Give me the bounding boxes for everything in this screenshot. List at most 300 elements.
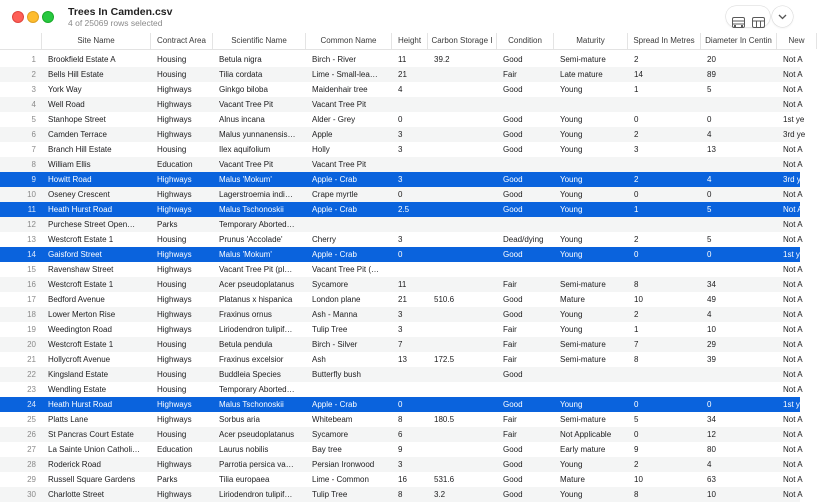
cell-carbon-storage[interactable]: 172.5	[434, 355, 455, 364]
cell-diameter[interactable]: 5	[707, 235, 712, 244]
cell-diameter[interactable]: 0	[707, 250, 712, 259]
cell-site-name[interactable]: Russell Square Gardens	[48, 475, 136, 484]
cell-new[interactable]: Not A	[783, 55, 803, 64]
cell-contract-area[interactable]: Highways	[157, 250, 192, 259]
cell-scientific-name[interactable]: Vacant Tree Pit	[219, 100, 274, 109]
table-row[interactable]	[0, 67, 803, 82]
cell-spread[interactable]: 0	[634, 190, 639, 199]
cell-spread[interactable]: 0	[634, 250, 639, 259]
cell-condition[interactable]	[497, 157, 554, 172]
cell-row-number[interactable]: 11	[27, 205, 36, 214]
table-row[interactable]	[0, 397, 805, 412]
cell-carbon-storage[interactable]	[428, 262, 497, 277]
cell-carbon-storage[interactable]	[428, 382, 497, 397]
cell-maturity[interactable]: Mature	[560, 475, 585, 484]
table-row[interactable]	[0, 427, 803, 442]
cell-condition[interactable]	[497, 217, 554, 232]
cell-diameter[interactable]	[701, 97, 777, 112]
cell-maturity[interactable]: Not Applicable	[560, 430, 612, 439]
cell-carbon-storage[interactable]	[428, 337, 497, 352]
cell-carbon-storage[interactable]	[428, 232, 497, 247]
cell-site-name[interactable]: Bells Hill Estate	[48, 70, 104, 79]
cell-maturity[interactable]	[554, 262, 628, 277]
cell-diameter[interactable]: 89	[707, 70, 716, 79]
cell-new[interactable]: Not A	[783, 205, 803, 214]
cell-new[interactable]: Not A	[783, 295, 803, 304]
cell-height[interactable]: 3	[398, 235, 403, 244]
cell-spread[interactable]: 1	[634, 85, 639, 94]
cell-scientific-name[interactable]: Sorbus aria	[219, 415, 260, 424]
cell-spread[interactable]	[628, 382, 701, 397]
table-row[interactable]	[0, 457, 803, 472]
cell-carbon-storage[interactable]	[428, 127, 497, 142]
cell-scientific-name[interactable]: Buddleia Species	[219, 370, 281, 379]
cell-scientific-name[interactable]: Malus Tschonoskii	[219, 205, 284, 214]
cell-contract-area[interactable]: Highways	[157, 205, 192, 214]
cell-new[interactable]: Not A	[783, 370, 803, 379]
cell-row-number[interactable]: 20	[27, 340, 36, 349]
cell-diameter[interactable]: 12	[707, 430, 716, 439]
cell-scientific-name[interactable]: Malus 'Mokum'	[219, 250, 272, 259]
column-header-scientific-name[interactable]: Scientific Name	[213, 33, 306, 49]
cell-scientific-name[interactable]: Acer pseudoplatanus	[219, 430, 295, 439]
cell-scientific-name[interactable]: Fraxinus excelsior	[219, 355, 284, 364]
cell-row-number[interactable]: 30	[27, 490, 36, 499]
cell-scientific-name[interactable]: Alnus incana	[219, 115, 265, 124]
cell-row-number[interactable]: 7	[31, 145, 36, 154]
cell-new[interactable]: 1st ye	[783, 115, 805, 124]
cell-height[interactable]: 21	[398, 70, 407, 79]
cell-new[interactable]: Not A	[783, 220, 803, 229]
cell-diameter[interactable]: 4	[707, 460, 712, 469]
cell-spread[interactable]: 9	[634, 445, 639, 454]
cell-common-name[interactable]: Lime - Common	[312, 475, 369, 484]
cell-row-number[interactable]: 15	[27, 265, 36, 274]
cell-contract-area[interactable]: Highways	[157, 190, 192, 199]
cell-common-name[interactable]: London plane	[312, 295, 361, 304]
cell-maturity[interactable]: Mature	[560, 295, 585, 304]
cell-new[interactable]: Not A	[783, 340, 803, 349]
cell-spread[interactable]	[628, 217, 701, 232]
table-row[interactable]	[0, 187, 803, 202]
cell-scientific-name[interactable]: Liriodendron tulipif…	[219, 325, 293, 334]
cell-common-name[interactable]	[306, 382, 392, 397]
table-row[interactable]	[0, 157, 803, 172]
cell-spread[interactable]: 0	[634, 400, 639, 409]
zoom-window-button[interactable]	[42, 11, 54, 23]
cell-diameter[interactable]	[701, 382, 777, 397]
table-row[interactable]	[0, 307, 803, 322]
cell-contract-area[interactable]: Education	[157, 445, 193, 454]
table-row[interactable]	[0, 82, 803, 97]
cell-contract-area[interactable]: Parks	[157, 220, 178, 229]
cell-site-name[interactable]: La Sainte Union Catholi…	[48, 445, 141, 454]
cell-maturity[interactable]: Semi-mature	[560, 355, 606, 364]
cell-common-name[interactable]: Apple - Crab	[312, 175, 357, 184]
cell-site-name[interactable]: Roderick Road	[48, 460, 101, 469]
table-row[interactable]	[0, 217, 803, 232]
cell-condition[interactable]: Good	[503, 445, 523, 454]
cell-maturity[interactable]	[554, 157, 628, 172]
cell-diameter[interactable]: 4	[707, 310, 712, 319]
cell-maturity[interactable]: Young	[560, 400, 583, 409]
cell-maturity[interactable]: Early mature	[560, 445, 606, 454]
cell-new[interactable]: Not A	[783, 235, 803, 244]
cell-spread[interactable]: 3	[634, 145, 639, 154]
cell-condition[interactable]: Fair	[503, 340, 517, 349]
table-row[interactable]	[0, 232, 803, 247]
table-row[interactable]	[0, 442, 803, 457]
cell-contract-area[interactable]: Highways	[157, 490, 192, 499]
cell-height[interactable]	[392, 367, 428, 382]
cell-maturity[interactable]: Semi-mature	[560, 340, 606, 349]
table-row[interactable]	[0, 337, 803, 352]
cell-common-name[interactable]: Sycamore	[312, 280, 349, 289]
cell-maturity[interactable]	[554, 367, 628, 382]
cell-contract-area[interactable]: Highways	[157, 265, 192, 274]
cell-common-name[interactable]: Bay tree	[312, 445, 342, 454]
cell-carbon-storage[interactable]: 180.5	[434, 415, 455, 424]
cell-height[interactable]	[392, 97, 428, 112]
cell-diameter[interactable]: 34	[707, 415, 716, 424]
cell-row-number[interactable]: 23	[27, 385, 36, 394]
cell-carbon-storage[interactable]: 531.6	[434, 475, 455, 484]
cell-new[interactable]: 3rd ye	[783, 175, 806, 184]
cell-condition[interactable]: Good	[503, 475, 523, 484]
cell-row-number[interactable]: 6	[31, 130, 36, 139]
cell-carbon-storage[interactable]	[428, 142, 497, 157]
cell-height[interactable]: 3	[398, 175, 403, 184]
table-row[interactable]	[0, 277, 803, 292]
cell-contract-area[interactable]: Housing	[157, 280, 187, 289]
cell-common-name[interactable]: Butterfly bush	[312, 370, 361, 379]
cell-carbon-storage[interactable]	[428, 82, 497, 97]
table-row[interactable]	[0, 247, 805, 262]
cell-contract-area[interactable]: Highways	[157, 355, 192, 364]
cell-common-name[interactable]: Vacant Tree Pit	[312, 100, 367, 109]
cell-common-name[interactable]: Apple - Crab	[312, 250, 357, 259]
cell-contract-area[interactable]: Housing	[157, 340, 187, 349]
cell-new[interactable]: Not A	[783, 430, 803, 439]
cell-site-name[interactable]: Heath Hurst Road	[48, 400, 113, 409]
column-header-new[interactable]: New	[777, 33, 817, 49]
cell-common-name[interactable]: Apple - Crab	[312, 205, 357, 214]
cell-row-number[interactable]: 12	[27, 220, 36, 229]
table-row[interactable]	[0, 142, 803, 157]
cell-spread[interactable]: 2	[634, 310, 639, 319]
cell-site-name[interactable]: York Way	[48, 85, 82, 94]
table-row[interactable]	[0, 487, 803, 502]
cell-height[interactable]: 11	[398, 280, 407, 289]
cell-spread[interactable]: 2	[634, 130, 639, 139]
cell-scientific-name[interactable]: Ginkgo biloba	[219, 85, 268, 94]
cell-diameter[interactable]	[701, 217, 777, 232]
cell-carbon-storage[interactable]	[428, 187, 497, 202]
cell-row-number[interactable]: 27	[27, 445, 36, 454]
cell-site-name[interactable]: Westcroft Estate 1	[48, 340, 114, 349]
cell-carbon-storage[interactable]	[428, 97, 497, 112]
cell-spread[interactable]: 8	[634, 280, 639, 289]
column-header-condition[interactable]: Condition	[497, 33, 554, 49]
cell-height[interactable]	[392, 382, 428, 397]
cell-height[interactable]	[392, 262, 428, 277]
cell-contract-area[interactable]: Highways	[157, 295, 192, 304]
cell-height[interactable]: 3	[398, 130, 403, 139]
cell-common-name[interactable]	[306, 217, 392, 232]
cell-carbon-storage[interactable]	[428, 247, 497, 262]
cell-diameter[interactable]: 80	[707, 445, 716, 454]
cell-height[interactable]	[392, 157, 428, 172]
cell-common-name[interactable]: Birch - River	[312, 55, 357, 64]
cell-new[interactable]: 1st ye	[783, 400, 805, 409]
cell-spread[interactable]	[628, 97, 701, 112]
cell-scientific-name[interactable]: Malus 'Mokum'	[219, 175, 272, 184]
cell-condition[interactable]: Dead/dying	[503, 235, 544, 244]
cell-site-name[interactable]: Brookfield Estate A	[48, 55, 116, 64]
cell-height[interactable]: 0	[398, 400, 403, 409]
cell-scientific-name[interactable]: Platanus x hispanica	[219, 295, 293, 304]
cell-diameter[interactable]: 5	[707, 205, 712, 214]
cell-diameter[interactable]: 4	[707, 130, 712, 139]
cell-diameter[interactable]: 4	[707, 175, 712, 184]
cell-common-name[interactable]: Tulip Tree	[312, 490, 348, 499]
cell-new[interactable]: Not A	[783, 310, 803, 319]
table-columns-icon[interactable]	[749, 13, 767, 32]
cell-common-name[interactable]: Sycamore	[312, 430, 349, 439]
cell-scientific-name[interactable]: Betula nigra	[219, 55, 262, 64]
cell-diameter[interactable]: 0	[707, 400, 712, 409]
column-header-diameter[interactable]: Diameter In Centin	[701, 33, 777, 49]
cell-common-name[interactable]: Persian Ironwood	[312, 460, 375, 469]
cell-diameter[interactable]: 29	[707, 340, 716, 349]
cell-site-name[interactable]: Stanhope Street	[48, 115, 106, 124]
cell-diameter[interactable]: 5	[707, 85, 712, 94]
cell-scientific-name[interactable]: Temporary Aborted…	[219, 385, 295, 394]
cell-common-name[interactable]: Maidenhair tree	[312, 85, 368, 94]
cell-carbon-storage[interactable]	[428, 322, 497, 337]
cell-scientific-name[interactable]: Ilex aquifolium	[219, 145, 271, 154]
cell-site-name[interactable]: William Ellis	[48, 160, 91, 169]
cell-site-name[interactable]: Howitt Road	[48, 175, 92, 184]
cell-diameter[interactable]	[701, 262, 777, 277]
cell-contract-area[interactable]: Highways	[157, 100, 192, 109]
cell-condition[interactable]: Fair	[503, 280, 517, 289]
cell-new[interactable]: Not A	[783, 100, 803, 109]
cell-scientific-name[interactable]: Vacant Tree Pit (pl…	[219, 265, 293, 274]
cell-new[interactable]: Not A	[783, 145, 803, 154]
cell-common-name[interactable]: Ash - Manna	[312, 310, 358, 319]
column-header-row-number[interactable]	[0, 33, 42, 49]
cell-scientific-name[interactable]: Laurus nobilis	[219, 445, 269, 454]
cell-height[interactable]: 4	[398, 85, 403, 94]
cell-site-name[interactable]: Wendling Estate	[48, 385, 107, 394]
cell-site-name[interactable]: Platts Lane	[48, 415, 89, 424]
cell-condition[interactable]: Good	[503, 85, 523, 94]
cell-site-name[interactable]: Gaisford Street	[48, 250, 102, 259]
cell-height[interactable]: 21	[398, 295, 407, 304]
cell-row-number[interactable]: 13	[27, 235, 36, 244]
cell-diameter[interactable]: 0	[707, 115, 712, 124]
minimize-window-button[interactable]	[27, 11, 39, 23]
cell-row-number[interactable]: 10	[27, 190, 36, 199]
cell-spread[interactable]: 14	[634, 70, 643, 79]
cell-diameter[interactable]: 0	[707, 190, 712, 199]
cell-condition[interactable]: Good	[503, 295, 523, 304]
cell-common-name[interactable]: Birch - Silver	[312, 340, 358, 349]
cell-condition[interactable]: Fair	[503, 430, 517, 439]
cell-height[interactable]: 3	[398, 145, 403, 154]
cell-height[interactable]: 6	[398, 430, 403, 439]
cell-spread[interactable]: 2	[634, 55, 639, 64]
cell-site-name[interactable]: Westcroft Estate 1	[48, 235, 114, 244]
cell-row-number[interactable]: 8	[31, 160, 36, 169]
cell-height[interactable]: 2.5	[398, 205, 410, 214]
cell-maturity[interactable]: Young	[560, 145, 583, 154]
cell-condition[interactable]: Fair	[503, 355, 517, 364]
cell-spread[interactable]: 8	[634, 490, 639, 499]
cell-site-name[interactable]: Weedington Road	[48, 325, 112, 334]
cell-condition[interactable]: Good	[503, 175, 523, 184]
cell-row-number[interactable]: 9	[31, 175, 36, 184]
cell-carbon-storage[interactable]	[428, 442, 497, 457]
table-rows-icon[interactable]	[729, 13, 747, 32]
cell-height[interactable]: 3	[398, 310, 403, 319]
cell-site-name[interactable]: Branch Hill Estate	[48, 145, 112, 154]
cell-row-number[interactable]: 18	[27, 310, 36, 319]
cell-condition[interactable]	[497, 262, 554, 277]
cell-common-name[interactable]: Vacant Tree Pit	[312, 160, 367, 169]
cell-height[interactable]: 8	[398, 490, 403, 499]
cell-common-name[interactable]: Whitebeam	[312, 415, 353, 424]
cell-row-number[interactable]: 26	[27, 430, 36, 439]
table-row[interactable]	[0, 172, 806, 187]
cell-spread[interactable]: 7	[634, 340, 639, 349]
cell-maturity[interactable]: Young	[560, 85, 583, 94]
cell-height[interactable]: 8	[398, 415, 403, 424]
cell-contract-area[interactable]: Housing	[157, 370, 187, 379]
table-row[interactable]	[0, 382, 803, 397]
cell-carbon-storage[interactable]	[428, 112, 497, 127]
cell-common-name[interactable]: Alder - Grey	[312, 115, 356, 124]
cell-height[interactable]: 13	[398, 355, 407, 364]
cell-row-number[interactable]: 29	[27, 475, 36, 484]
cell-scientific-name[interactable]: Malus yunnanensis…	[219, 130, 296, 139]
cell-spread[interactable]: 2	[634, 460, 639, 469]
cell-spread[interactable]: 10	[634, 295, 643, 304]
cell-spread[interactable]	[628, 157, 701, 172]
cell-condition[interactable]: Good	[503, 310, 523, 319]
cell-contract-area[interactable]: Parks	[157, 475, 178, 484]
cell-spread[interactable]: 5	[634, 415, 639, 424]
cell-condition[interactable]: Good	[503, 460, 523, 469]
cell-row-number[interactable]: 24	[27, 400, 36, 409]
cell-maturity[interactable]: Semi-mature	[560, 415, 606, 424]
cell-site-name[interactable]: Charlotte Street	[48, 490, 105, 499]
column-header-contract-area[interactable]: Contract Area	[151, 33, 213, 49]
cell-common-name[interactable]: Lime - Small-lea…	[312, 70, 378, 79]
cell-contract-area[interactable]: Highways	[157, 310, 192, 319]
cell-row-number[interactable]: 16	[27, 280, 36, 289]
cell-spread[interactable]: 1	[634, 205, 639, 214]
cell-height[interactable]: 3	[398, 325, 403, 334]
cell-spread[interactable]	[628, 262, 701, 277]
cell-new[interactable]: Not A	[783, 265, 803, 274]
cell-height[interactable]: 3	[398, 460, 403, 469]
table-row[interactable]	[0, 292, 803, 307]
cell-condition[interactable]: Good	[503, 400, 523, 409]
cell-maturity[interactable]: Semi-mature	[560, 280, 606, 289]
cell-scientific-name[interactable]: Prunus 'Accolade'	[219, 235, 283, 244]
cell-row-number[interactable]: 21	[27, 355, 36, 364]
cell-height[interactable]: 11	[398, 55, 407, 64]
column-header-height[interactable]: Height	[392, 33, 428, 49]
cell-new[interactable]: Not A	[783, 280, 803, 289]
cell-common-name[interactable]: Ash	[312, 355, 326, 364]
cell-site-name[interactable]: Hollycroft Avenue	[48, 355, 111, 364]
table-row[interactable]	[0, 127, 806, 142]
column-header-spread[interactable]: Spread In Metres	[628, 33, 701, 49]
cell-scientific-name[interactable]: Parrotia persica va…	[219, 460, 294, 469]
cell-site-name[interactable]: Camden Terrace	[48, 130, 107, 139]
cell-carbon-storage[interactable]: 39.2	[434, 55, 450, 64]
cell-carbon-storage[interactable]	[428, 457, 497, 472]
cell-diameter[interactable]: 20	[707, 55, 716, 64]
cell-common-name[interactable]: Crape myrtle	[312, 190, 358, 199]
cell-common-name[interactable]: Apple	[312, 130, 333, 139]
cell-height[interactable]: 9	[398, 445, 403, 454]
cell-carbon-storage[interactable]	[428, 67, 497, 82]
cell-row-number[interactable]: 22	[27, 370, 36, 379]
cell-common-name[interactable]: Tulip Tree	[312, 325, 348, 334]
cell-condition[interactable]: Good	[503, 205, 523, 214]
cell-scientific-name[interactable]: Acer pseudoplatanus	[219, 280, 295, 289]
cell-spread[interactable]: 1	[634, 325, 639, 334]
cell-row-number[interactable]: 2	[31, 70, 36, 79]
cell-scientific-name[interactable]: Liriodendron tulipif…	[219, 490, 293, 499]
cell-scientific-name[interactable]: Malus Tschonoskii	[219, 400, 284, 409]
cell-maturity[interactable]: Young	[560, 205, 583, 214]
cell-contract-area[interactable]: Highways	[157, 460, 192, 469]
cell-new[interactable]: Not A	[783, 445, 803, 454]
table-row[interactable]	[0, 97, 803, 112]
cell-maturity[interactable]: Young	[560, 250, 583, 259]
cell-diameter[interactable]: 13	[707, 145, 716, 154]
cell-common-name[interactable]: Vacant Tree Pit (…	[312, 265, 379, 274]
cell-contract-area[interactable]: Housing	[157, 145, 187, 154]
cell-carbon-storage[interactable]	[428, 427, 497, 442]
cell-new[interactable]: Not A	[783, 385, 803, 394]
cell-condition[interactable]: Good	[503, 115, 523, 124]
cell-maturity[interactable]	[554, 97, 628, 112]
cell-condition[interactable]: Good	[503, 490, 523, 499]
cell-site-name[interactable]: Kingsland Estate	[48, 370, 109, 379]
cell-diameter[interactable]: 63	[707, 475, 716, 484]
cell-contract-area[interactable]: Housing	[157, 55, 187, 64]
cell-condition[interactable]: Good	[503, 250, 523, 259]
table-row[interactable]	[0, 322, 803, 337]
cell-diameter[interactable]: 10	[707, 325, 716, 334]
cell-diameter[interactable]	[701, 367, 777, 382]
cell-carbon-storage[interactable]	[428, 157, 497, 172]
cell-carbon-storage[interactable]	[428, 217, 497, 232]
cell-contract-area[interactable]: Housing	[157, 430, 187, 439]
cell-diameter[interactable]: 10	[707, 490, 716, 499]
cell-height[interactable]: 0	[398, 250, 403, 259]
cell-new[interactable]: Not A	[783, 325, 803, 334]
cell-condition[interactable]: Fair	[503, 70, 517, 79]
cell-maturity[interactable]: Young	[560, 130, 583, 139]
cell-scientific-name[interactable]: Tilia europaea	[219, 475, 270, 484]
